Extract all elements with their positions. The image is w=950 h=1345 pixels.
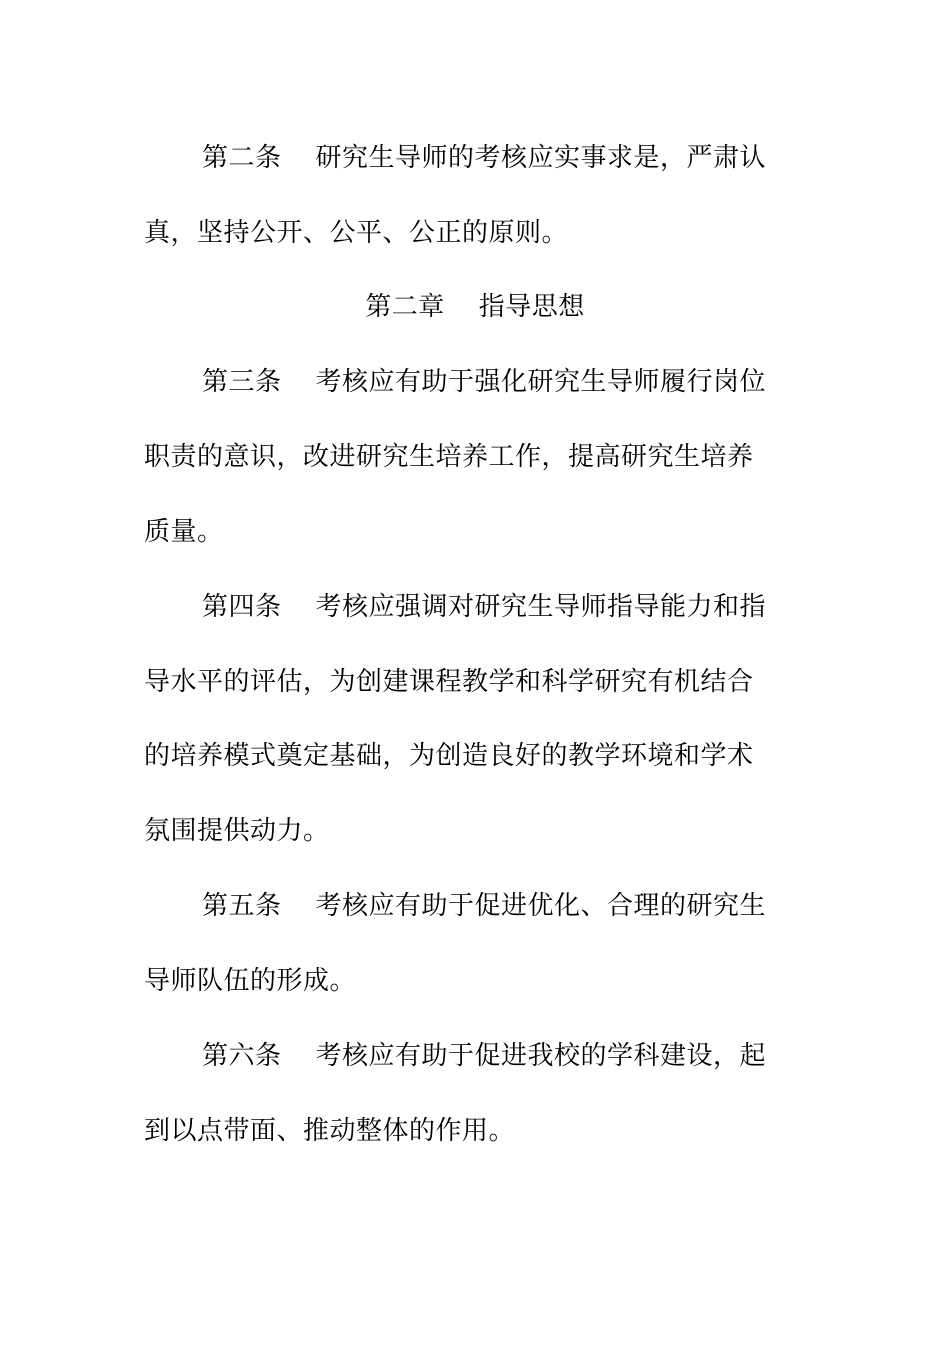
article-6-text-2: 到以点带面、推动整体的作用。 [144,1116,516,1146]
article-6-line-2 [144,1111,784,1151]
article-6-text-1: 考核应有助于促进我校的学科建设，起 [315,1041,767,1071]
article-3-text-2: 职责的意识，改进研究生培养工作，提高研究生培养 [144,442,754,472]
article-2-line-1 [202,138,842,178]
article-5-line-1 [202,886,842,926]
article-4-label: 第四条 [202,592,282,622]
chapter-2-heading [0,287,950,327]
article-5-line-2 [144,961,784,1001]
article-4-line-1 [202,587,842,627]
article-4-line-4 [144,811,784,851]
chapter-2-title: 指导思想 [478,292,585,322]
article-2-label: 第二条 [202,143,282,173]
article-4-line-2 [144,662,784,702]
article-3-line-1 [202,362,842,402]
article-6-line-1 [202,1036,842,1076]
article-2-line-2 [144,213,784,253]
article-6-label: 第六条 [202,1041,282,1071]
article-3-line-2 [144,437,784,477]
article-3-text-1: 考核应有助于强化研究生导师履行岗位 [315,367,767,397]
article-4-text-2: 导水平的评估，为创建课程教学和科学研究有机结合 [144,667,754,697]
article-4-text-1: 考核应强调对研究生导师指导能力和指 [315,592,767,622]
article-4-text-4: 氛围提供动力。 [144,816,330,846]
article-2-text-1: 研究生导师的考核应实事求是，严肃认 [315,143,767,173]
article-5-text-2: 导师队伍的形成。 [144,966,357,996]
article-3-text-3: 质量。 [144,517,224,547]
article-3-label: 第三条 [202,367,282,397]
article-4-line-3 [144,736,784,776]
chapter-2-label: 第二章 [365,292,445,322]
article-5-text-1: 考核应有助于促进优化、合理的研究生 [315,891,767,921]
article-4-text-3: 的培养模式奠定基础，为创造良好的教学环境和学术 [144,741,754,771]
article-3-line-3 [144,512,784,552]
article-5-label: 第五条 [202,891,282,921]
article-2-text-2: 真，坚持公开、公平、公正的原则。 [144,218,569,248]
